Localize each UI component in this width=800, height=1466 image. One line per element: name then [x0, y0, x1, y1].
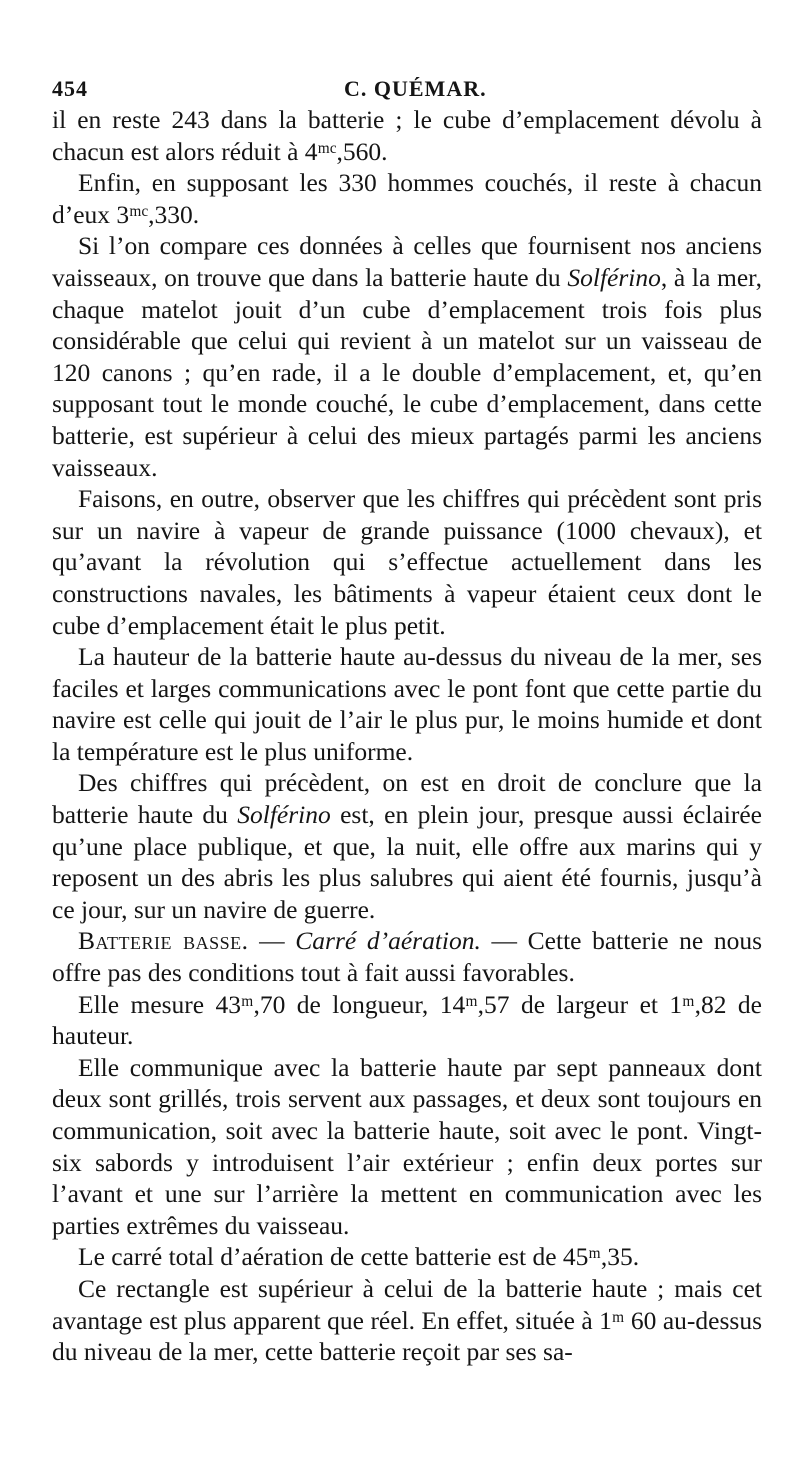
- section-heading: Batterie basse.: [78, 926, 249, 956]
- em-dash: —: [248, 926, 296, 956]
- paragraph-text: Si l’on compare ces données à celles que fournisent nos anciens vaisseaux, on trouve que dans la batterie haute du: [52, 231, 762, 292]
- paragraph-text: , à la mer, chaque matelot jouit d’un cube d’emplacement trois fois plus considérable que celui qui revient à un matelot sur un vaisseau de 120 canons ; qu’en rade, il a le double d’emplacement, et, qu’en supposant tout le monde couché, le cube d’emplacement, dans cette batterie, est supérieur à celui des mieux partagés parmi les anciens vaisseaux.: [52, 262, 762, 482]
- paragraph: Elle communique avec la batterie haute par sept panneaux dont deux sont grillés, trois servent aux passages, et deux sont toujours en communication, soit avec la batterie haute, soit avec le pont. Vingt-six sabords y introduisent l’air extérieur ; enfin deux portes sur l’avant et une sur l’arrière la mettent en communication avec les parties extrêmes du vaisseau.: [52, 1052, 762, 1240]
- running-title: C. QUÉMAR.: [344, 76, 487, 101]
- paragraph: [52, 767, 762, 925]
- paragraph-text: Des chiffres qui précèdent, on est en droit de conclure que la batterie haute du: [52, 768, 762, 830]
- paragraph-text: est, en plein jour, presque aussi éclairée qu’une place publique, et que, la nuit, elle offre aux marins qui y reposent un des abris les plus salubres qui aient été fournis, jusqu’à ce jour, sur un navire de guerre.: [52, 800, 762, 924]
- paragraph: Faisons, en outre, observer que les chiffres qui précèdent sont pris sur un navire à vapeur de grande puissance (1000 chevaux), et qu’avant la révolution qui s’effectue actuellement dans les constructions navales, les bâtiments à vapeur étaient ceux dont le cube d’emplacement était le plus petit.: [52, 484, 762, 640]
- paragraph: [52, 230, 762, 483]
- paragraph: Elle mesure 43ᵐ,70 de longueur, 14ᵐ,57 de largeur et 1ᵐ,82 de hauteur.: [52, 989, 762, 1051]
- paragraph: Le carré total d’aération de cette batterie est de 45ᵐ,35.: [78, 1242, 640, 1272]
- page-header: [52, 70, 762, 104]
- body-text: [52, 104, 762, 1368]
- paragraph-text: Cette batterie ne nous offre pas des conditions tout à fait aussi favorables.: [52, 926, 763, 988]
- ship-name: Solférino: [567, 262, 661, 292]
- book-page: [52, 70, 762, 1368]
- ship-name: Solférino: [237, 800, 331, 830]
- paragraph: La hauteur de la batterie haute au-dessus du niveau de la mer, ses faciles et larges communications avec le pont font que cette partie du navire est celle qui jouit de l’air le plus pur, le moins humide et dont la température est le plus uniforme.: [52, 642, 762, 766]
- paragraph: il en reste 243 dans la batterie ; le cube d’emplacement dévolu à chacun est alors réduit à 4ᵐᶜ,560.: [52, 105, 762, 166]
- paragraph: Ce rectangle est supérieur à celui de la batterie haute ; mais cet avantage est plus apparent que réel. En effet, située à 1ᵐ 60 au-dessus du niveau de la mer, cette batterie reçoit par ses sa-: [52, 1273, 762, 1367]
- section-paragraph: [52, 925, 762, 988]
- page-number: 454: [52, 76, 88, 101]
- em-dash: —: [480, 926, 528, 956]
- paragraph: Enfin, en supposant les 330 hommes couchés, il reste à chacun d’eux 3ᵐᶜ,330.: [52, 168, 762, 229]
- section-subtitle: Carré d’aération.: [295, 926, 481, 956]
